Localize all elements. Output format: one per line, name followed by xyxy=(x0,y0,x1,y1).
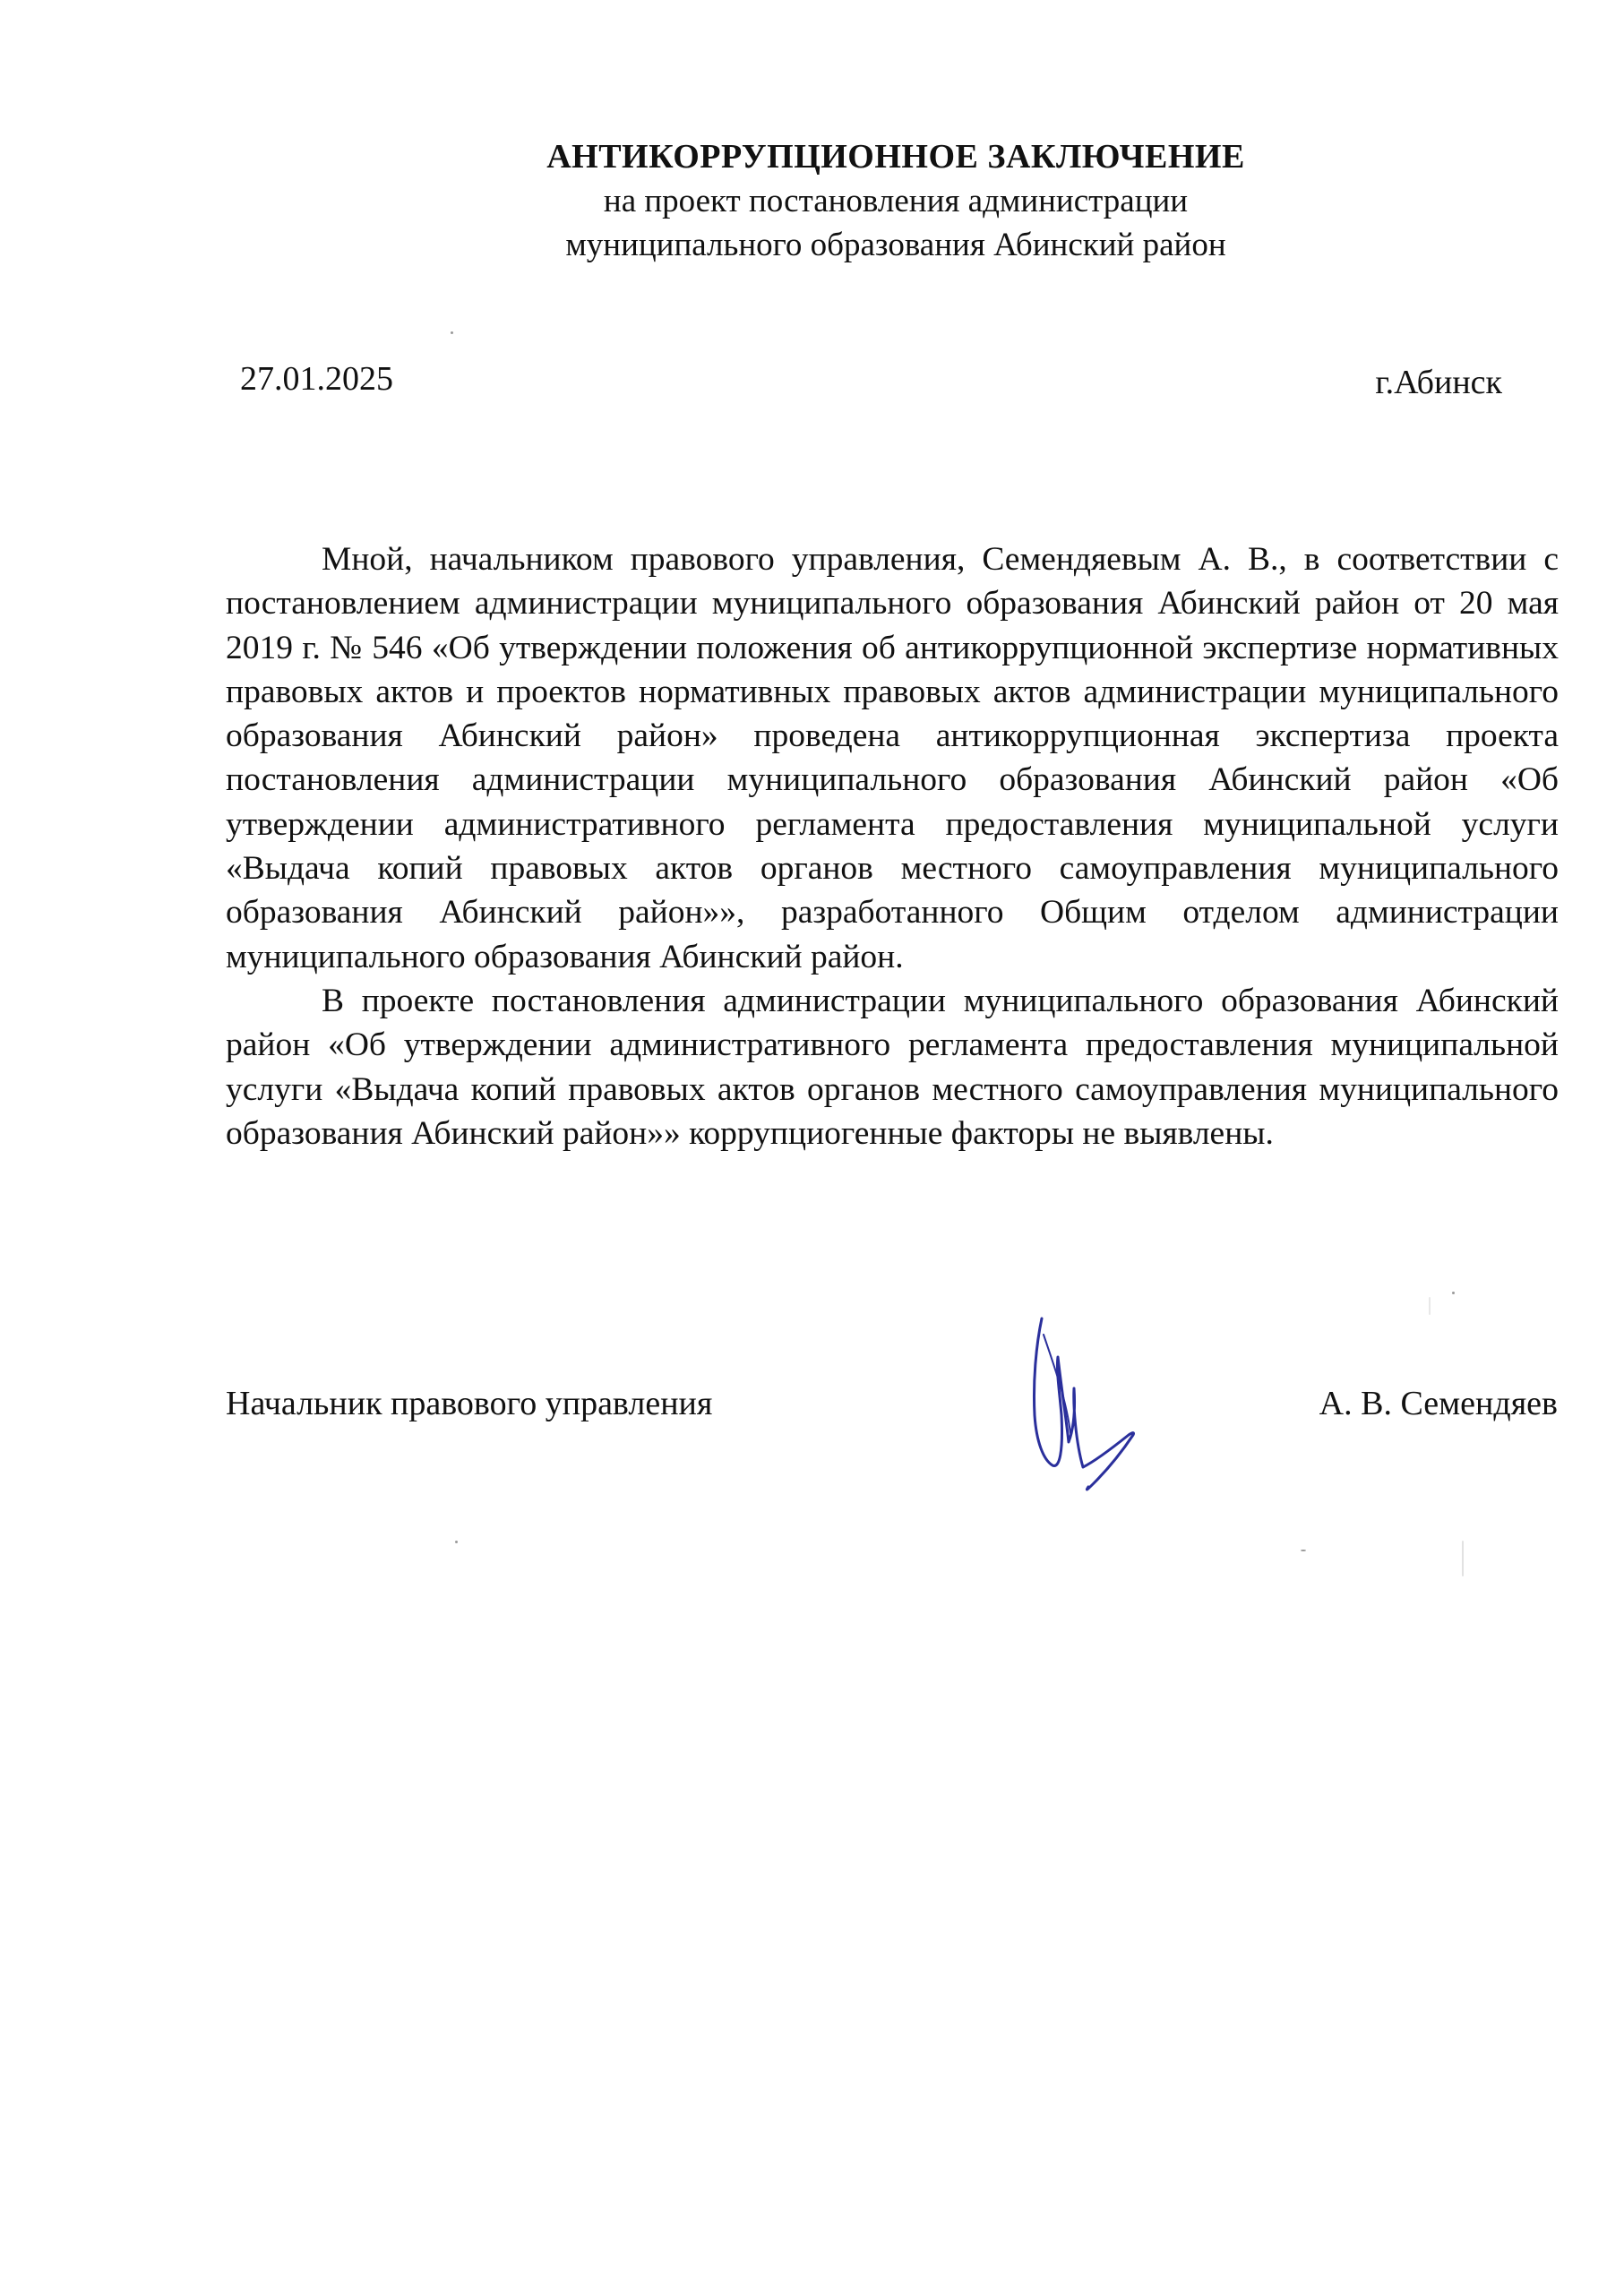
scan-speck xyxy=(451,331,453,334)
document-subtitle-line2: муниципального образования Абинский район xyxy=(565,227,1226,263)
document-subtitle-line1: на проект постановления администрации xyxy=(603,183,1189,219)
document-city: г.Абинск xyxy=(1375,364,1502,401)
document-body xyxy=(226,537,1559,1155)
signer-name: А. В. Семендяев xyxy=(1319,1385,1558,1422)
scan-speck xyxy=(1301,1550,1306,1551)
document-date: 27.01.2025 xyxy=(240,360,393,398)
scan-speck xyxy=(455,1541,458,1543)
body-paragraph-1: Мной, начальником правового управления, Семендяевым А. В., в соответствии с постановлением администрации муниципального образования Абинский район от 20 мая 2019 г. № 546 «Об утверждении положения об антикоррупционной экспертизе нормативных правовых актов и проектов нормативных правовых актов администрации муниципального образования Абинский район» проведена антикоррупционная экспертиза проекта постановления администрации муниципального образования Абинский район «Об утверждении административного регламента предоставления муниципальной услуги «Выдача копий правовых актов органов местного самоуправления муниципального образования Абинский район»», разработанного Общим отделом администрации муниципального образования Абинский район. xyxy=(226,541,1559,975)
scan-speck xyxy=(1462,1541,1464,1576)
document-title: АНТИКОРРУПЦИОННОЕ ЗАКЛЮЧЕНИЕ xyxy=(546,138,1245,176)
signer-position: Начальник правового управления xyxy=(226,1385,713,1422)
scan-speck xyxy=(1429,1297,1431,1315)
handwritten-signature xyxy=(1017,1308,1160,1514)
title-block xyxy=(224,134,1568,267)
signature-stroke xyxy=(1034,1318,1133,1490)
body-paragraph-2: В проекте постановления администрации муниципального образования Абинский район «Об утверждении административного регламента предоставления муниципальной услуги «Выдача копий правовых актов органов местного самоуправления муниципального образования Абинский район»» коррупциогенные факторы не выявлены. xyxy=(226,982,1559,1152)
scan-speck xyxy=(1452,1292,1455,1294)
